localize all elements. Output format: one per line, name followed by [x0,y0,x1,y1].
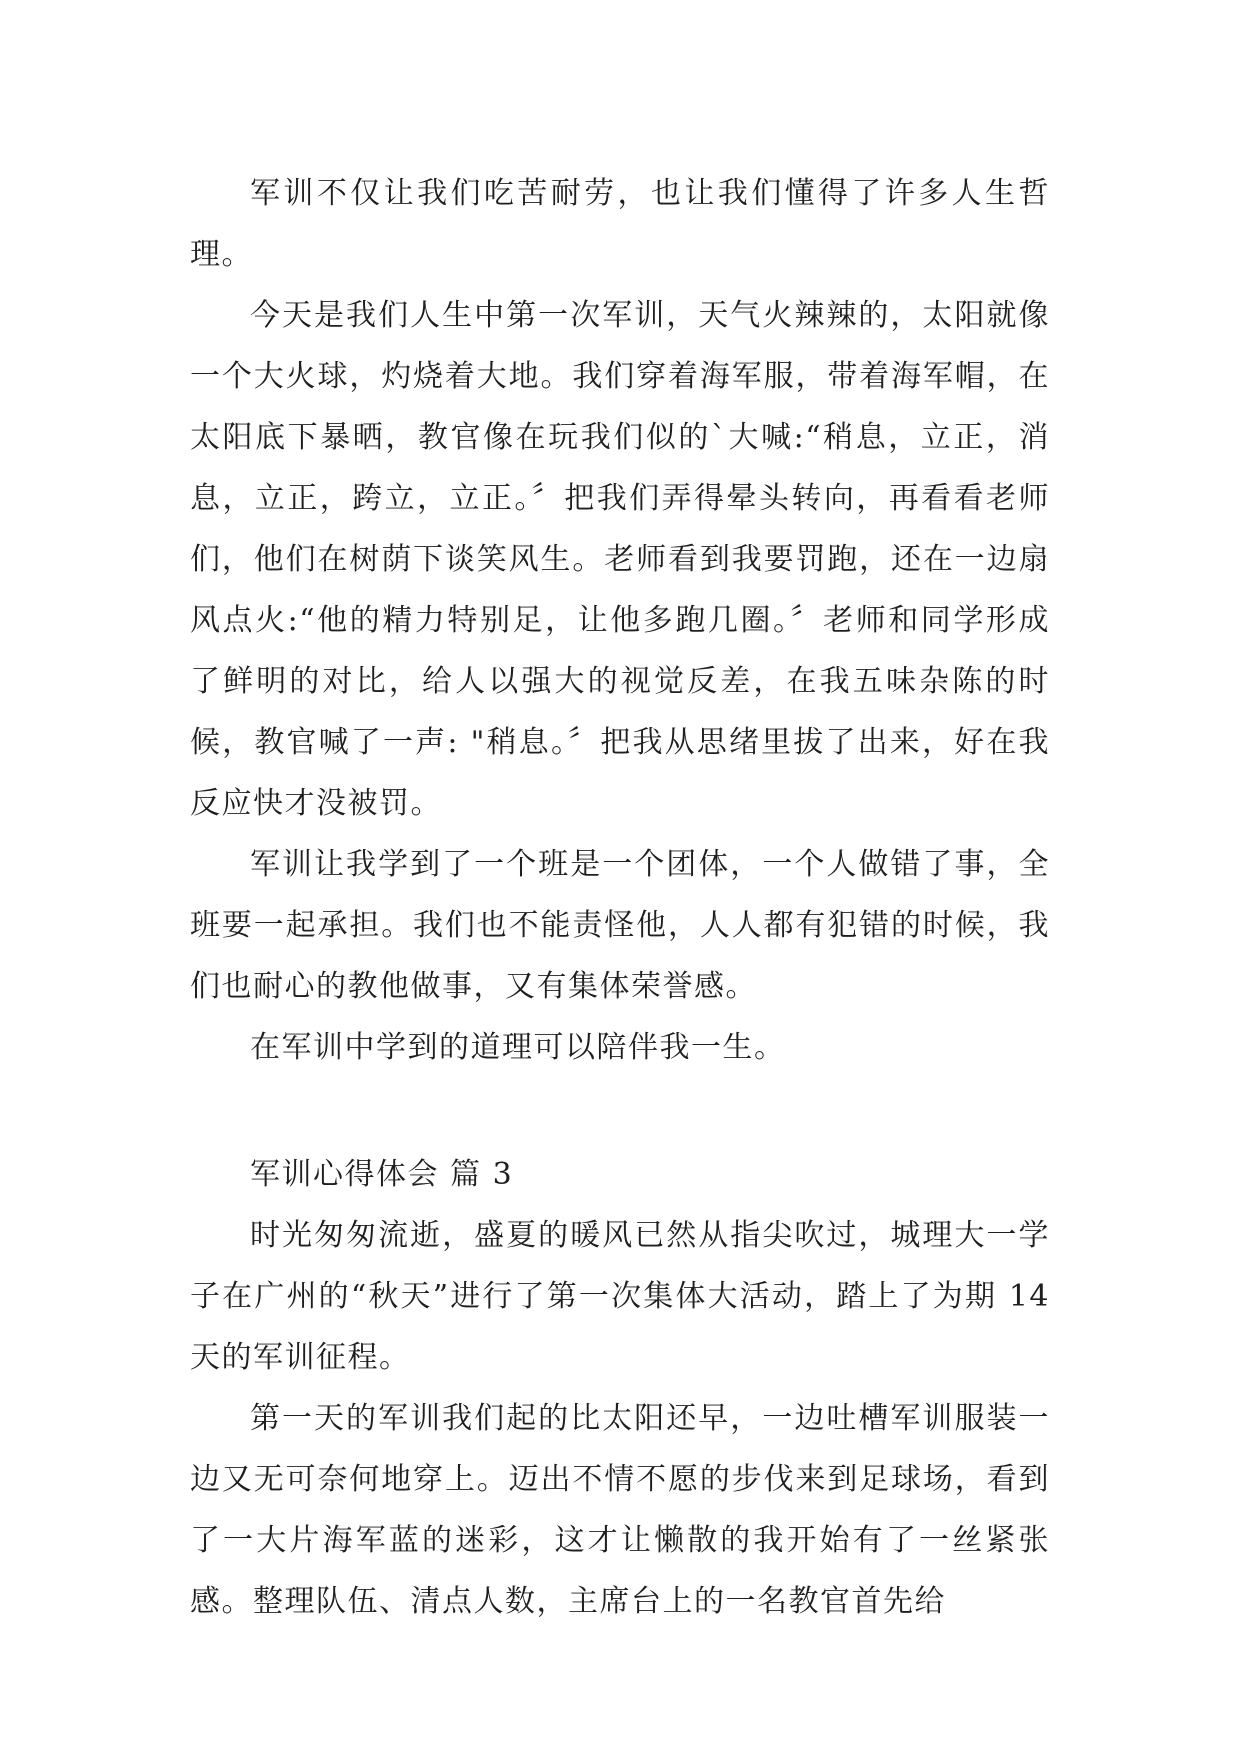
paragraph-5: 时光匆匆流逝，盛夏的暖风已然从指尖吹过，城理大一学子在广州的“秋天”进行了第一次集体大活动，踏上了为期 14 天的军训征程。 [190,1218,1050,1375]
paragraph-3: 军训让我学到了一个班是一个团体，一个人做错了事，全班要一起承担。我们也不能责怪他，人人都有犯错的时候，我们也耐心的教他做事，又有集体荣誉感。 [190,847,1050,1004]
paragraph-1: 军训不仅让我们吃苦耐劳，也让我们懂得了许多人生哲理。 [190,176,1050,272]
paragraph-6: 第一天的军训我们起的比太阳还早，一边吐槽军训服装一边又无可奈何地穿上。迈出不情不愿的步伐来到足球场，看到了一大片海军蓝的迷彩，这才让懒散的我开始有了一丝紧张感。整理队伍、清点人数，主席台上的一名教官首先给 [190,1401,1050,1619]
section-gap [190,1078,1050,1144]
document-body [190,163,1050,1632]
paragraph-2: 今天是我们人生中第一次军训，天气火辣辣的，太阳就像一个大火球，灼烧着大地。我们穿着海军服，带着海军帽，在太阳底下暴晒，教官像在玩我们似的`大喊:“稍息，立正，消息，立正，跨立，立正。〞把我们弄得晕头转向，再看看老师们，他们在树荫下谈笑风生。老师看到我要罚跑，还在一边扇风点火:“他的精力特别足，让他多跑几圈。〞老师和同学形成了鲜明的对比，给人以强大的视觉反差，在我五味杂陈的时候，教官喊了一声: "稍息。〞把我从思绪里拔了出来，好在我反应快才没被罚。 [190,298,1050,821]
section-title: 军训心得体会 篇 3 [250,1157,514,1192]
paragraph-4: 在军训中学到的道理可以陪伴我一生。 [250,1030,786,1065]
